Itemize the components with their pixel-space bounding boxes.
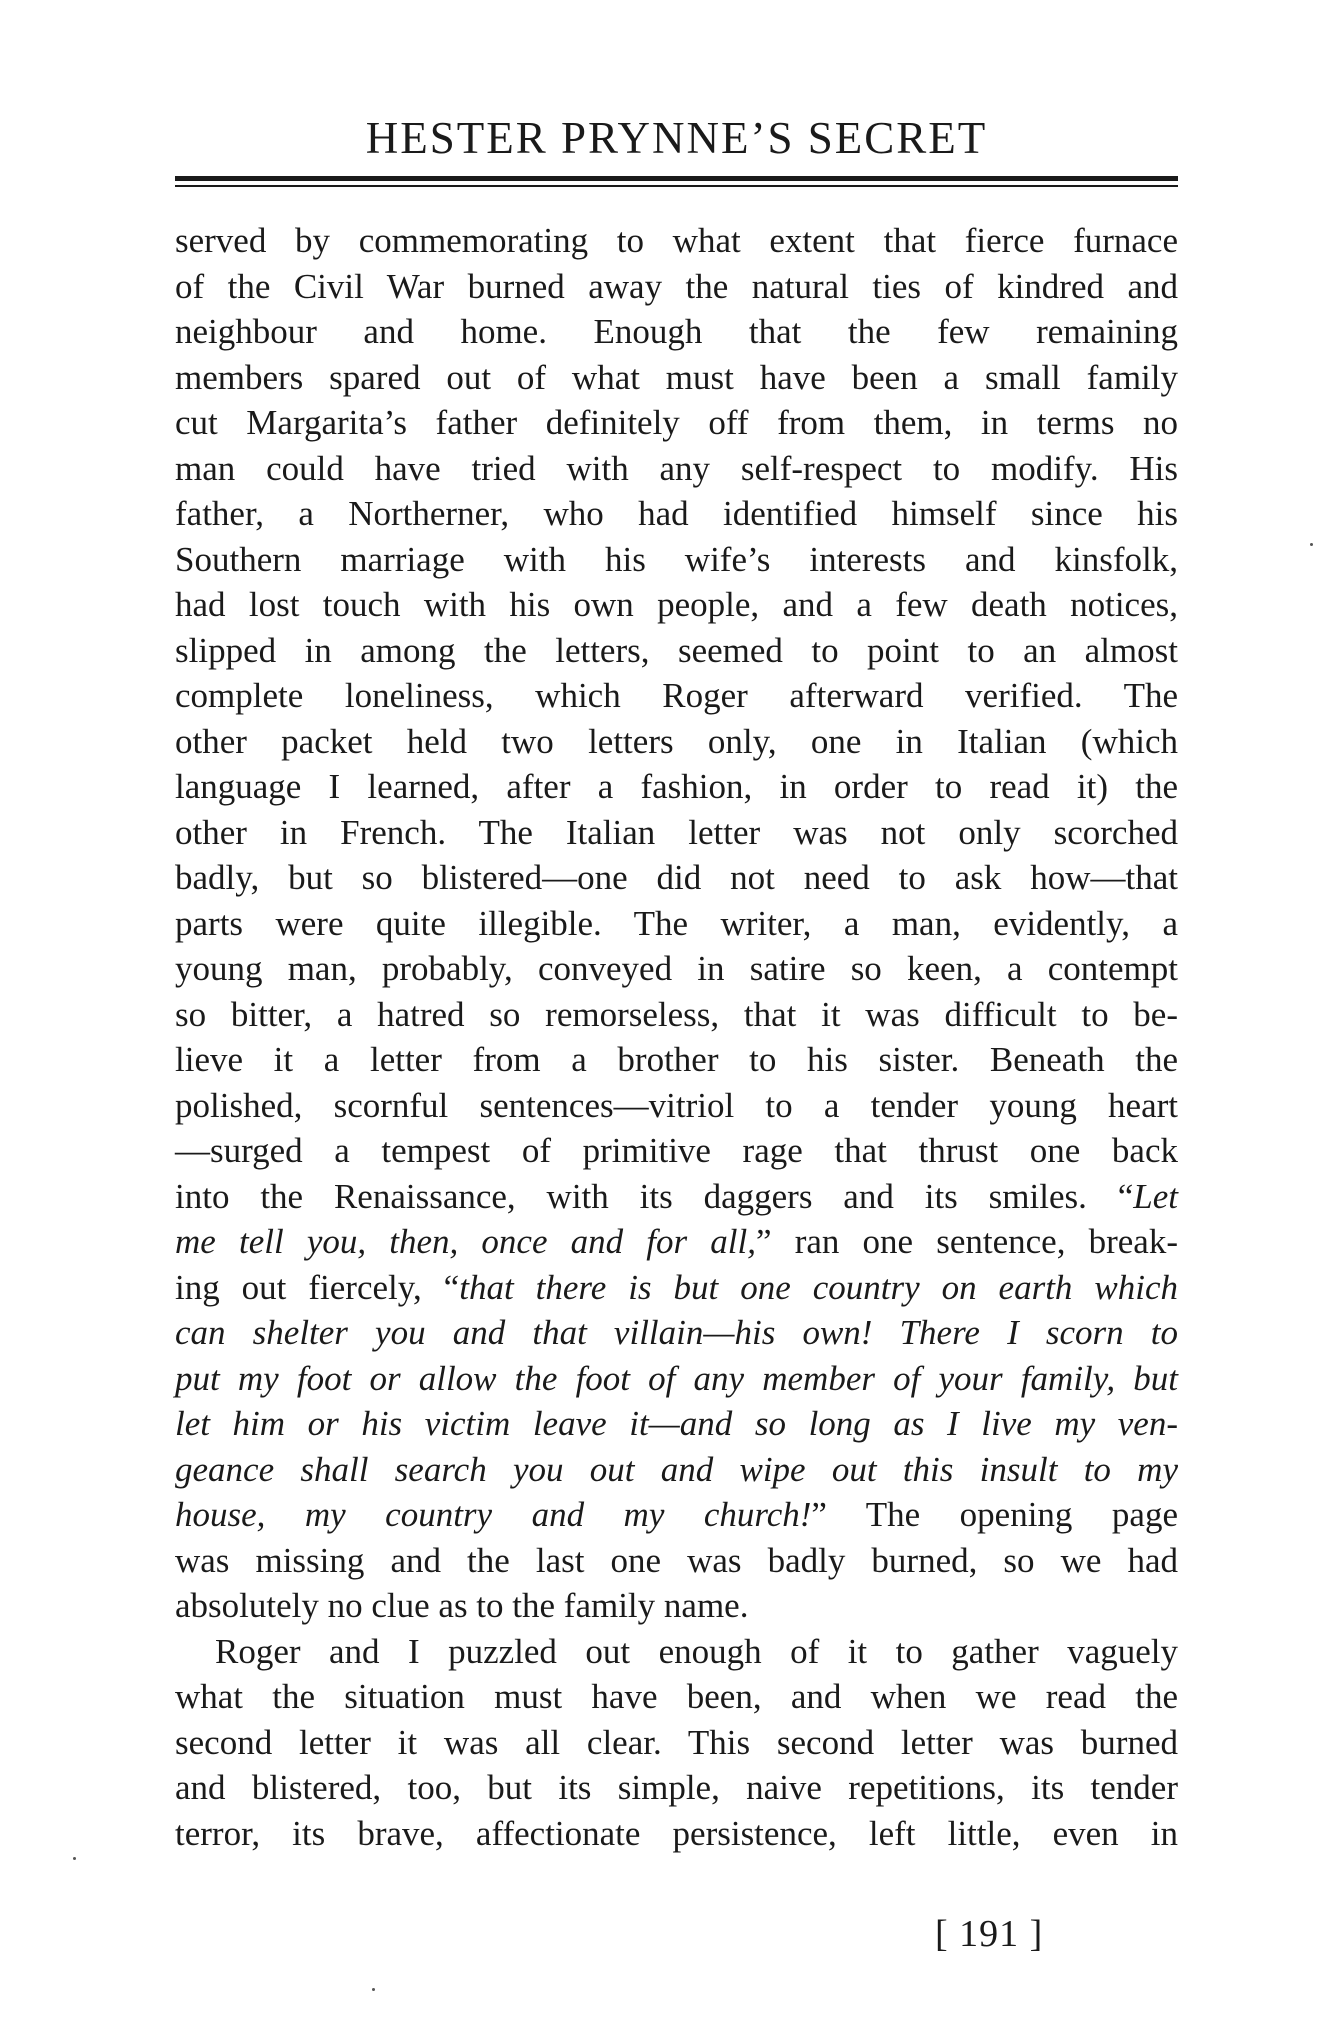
text-line: had lost touch with his own people, and a few death notices, — [175, 585, 1178, 624]
text-line: cut Margarita’s father definitely off from them, in terms no — [175, 403, 1178, 442]
text-segment: ” ran one sentence, break- — [756, 1222, 1178, 1261]
text-segment: ing out fiercely, “ — [175, 1267, 460, 1307]
text-segment: into the Renaissance, with its daggers and its smiles. “ — [175, 1176, 1134, 1216]
scan-speck — [73, 1857, 76, 1860]
text-line: other in French. The Italian letter was not only scorched — [175, 812, 1178, 852]
text-line: second letter it was all clear. This second letter was burned — [175, 1722, 1178, 1762]
page-number: [ 191 ] — [935, 1913, 1044, 1955]
text-line: put my foot or allow the foot of any member of your family, but — [175, 1358, 1178, 1398]
text-line: man could have tried with any self-respect to modify. His — [175, 448, 1178, 488]
header-rule-thin — [175, 185, 1178, 187]
text-line — [175, 1265, 1178, 1311]
text-segment: ” The opening page — [811, 1495, 1178, 1534]
text-line: so bitter, a hatred so remorseless, that it was difficult to be- — [175, 994, 1178, 1034]
text-line: Southern marriage with his wife’s interests and kinsfolk, — [175, 539, 1178, 579]
text-line: neighbour and home. Enough that the few remaining — [175, 312, 1178, 351]
text-line: terror, its brave, affectionate persistence, left little, even in — [175, 1813, 1178, 1853]
text-line: badly, but so blistered—one did not need to ask how—that — [175, 858, 1178, 897]
text-line: geance shall search you out and wipe out this insult to my — [175, 1449, 1178, 1489]
text-line: was missing and the last one was badly burned, so we had — [175, 1540, 1178, 1580]
text-line — [175, 1174, 1178, 1220]
text-line: what the situation must have been, and when we read the — [175, 1677, 1178, 1716]
text-line: Roger and I puzzled out enough of it to gather vaguely — [215, 1631, 1178, 1671]
italic-segment: Let — [1133, 1176, 1178, 1216]
text-line: absolutely no clue as to the family name. — [175, 1586, 749, 1625]
running-title: HESTER PRYNNE’S SECRET — [365, 113, 988, 163]
text-line: let him or his victim leave it—and so long as I live my ven- — [175, 1404, 1178, 1443]
text-line: parts were quite illegible. The writer, a man, evidently, a — [175, 903, 1178, 943]
scan-speck — [372, 1988, 375, 1991]
text-line: can shelter you and that villain—his own! There I scorn to — [175, 1313, 1178, 1352]
italic-segment: house, my country and my church! — [175, 1495, 812, 1534]
text-line — [175, 1492, 1178, 1538]
header-rule-thick — [175, 176, 1178, 181]
text-line: father, a Northerner, who had identified himself since his — [175, 494, 1178, 533]
text-line: complete loneliness, which Roger afterward verified. The — [175, 676, 1178, 715]
text-line: polished, scornful sentences—vitriol to a tender young heart — [175, 1085, 1178, 1125]
text-line: of the Civil War burned away the natural ties of kindred and — [175, 266, 1178, 306]
scan-speck — [1310, 543, 1313, 546]
italic-segment: that there is but one country on earth which — [459, 1267, 1178, 1307]
text-line: served by commemorating to what extent that fierce furnace — [175, 221, 1178, 260]
text-line: members spared out of what must have been a small family — [175, 357, 1178, 397]
text-line: slipped in among the letters, seemed to point to an almost — [175, 630, 1178, 670]
text-line: lieve it a letter from a brother to his sister. Beneath the — [175, 1040, 1178, 1079]
text-line: young man, probably, conveyed in satire so keen, a contempt — [175, 949, 1178, 988]
text-line: —surged a tempest of primitive rage that thrust one back — [175, 1131, 1178, 1170]
text-line — [175, 1219, 1178, 1265]
body-text — [175, 218, 1178, 1856]
text-line: and blistered, too, but its simple, naive repetitions, its tender — [175, 1768, 1178, 1807]
text-line: language I learned, after a fashion, in order to read it) the — [175, 767, 1178, 806]
italic-segment: me tell you, then, once and for all, — [175, 1222, 756, 1261]
text-line: other packet held two letters only, one in Italian (which — [175, 721, 1178, 761]
